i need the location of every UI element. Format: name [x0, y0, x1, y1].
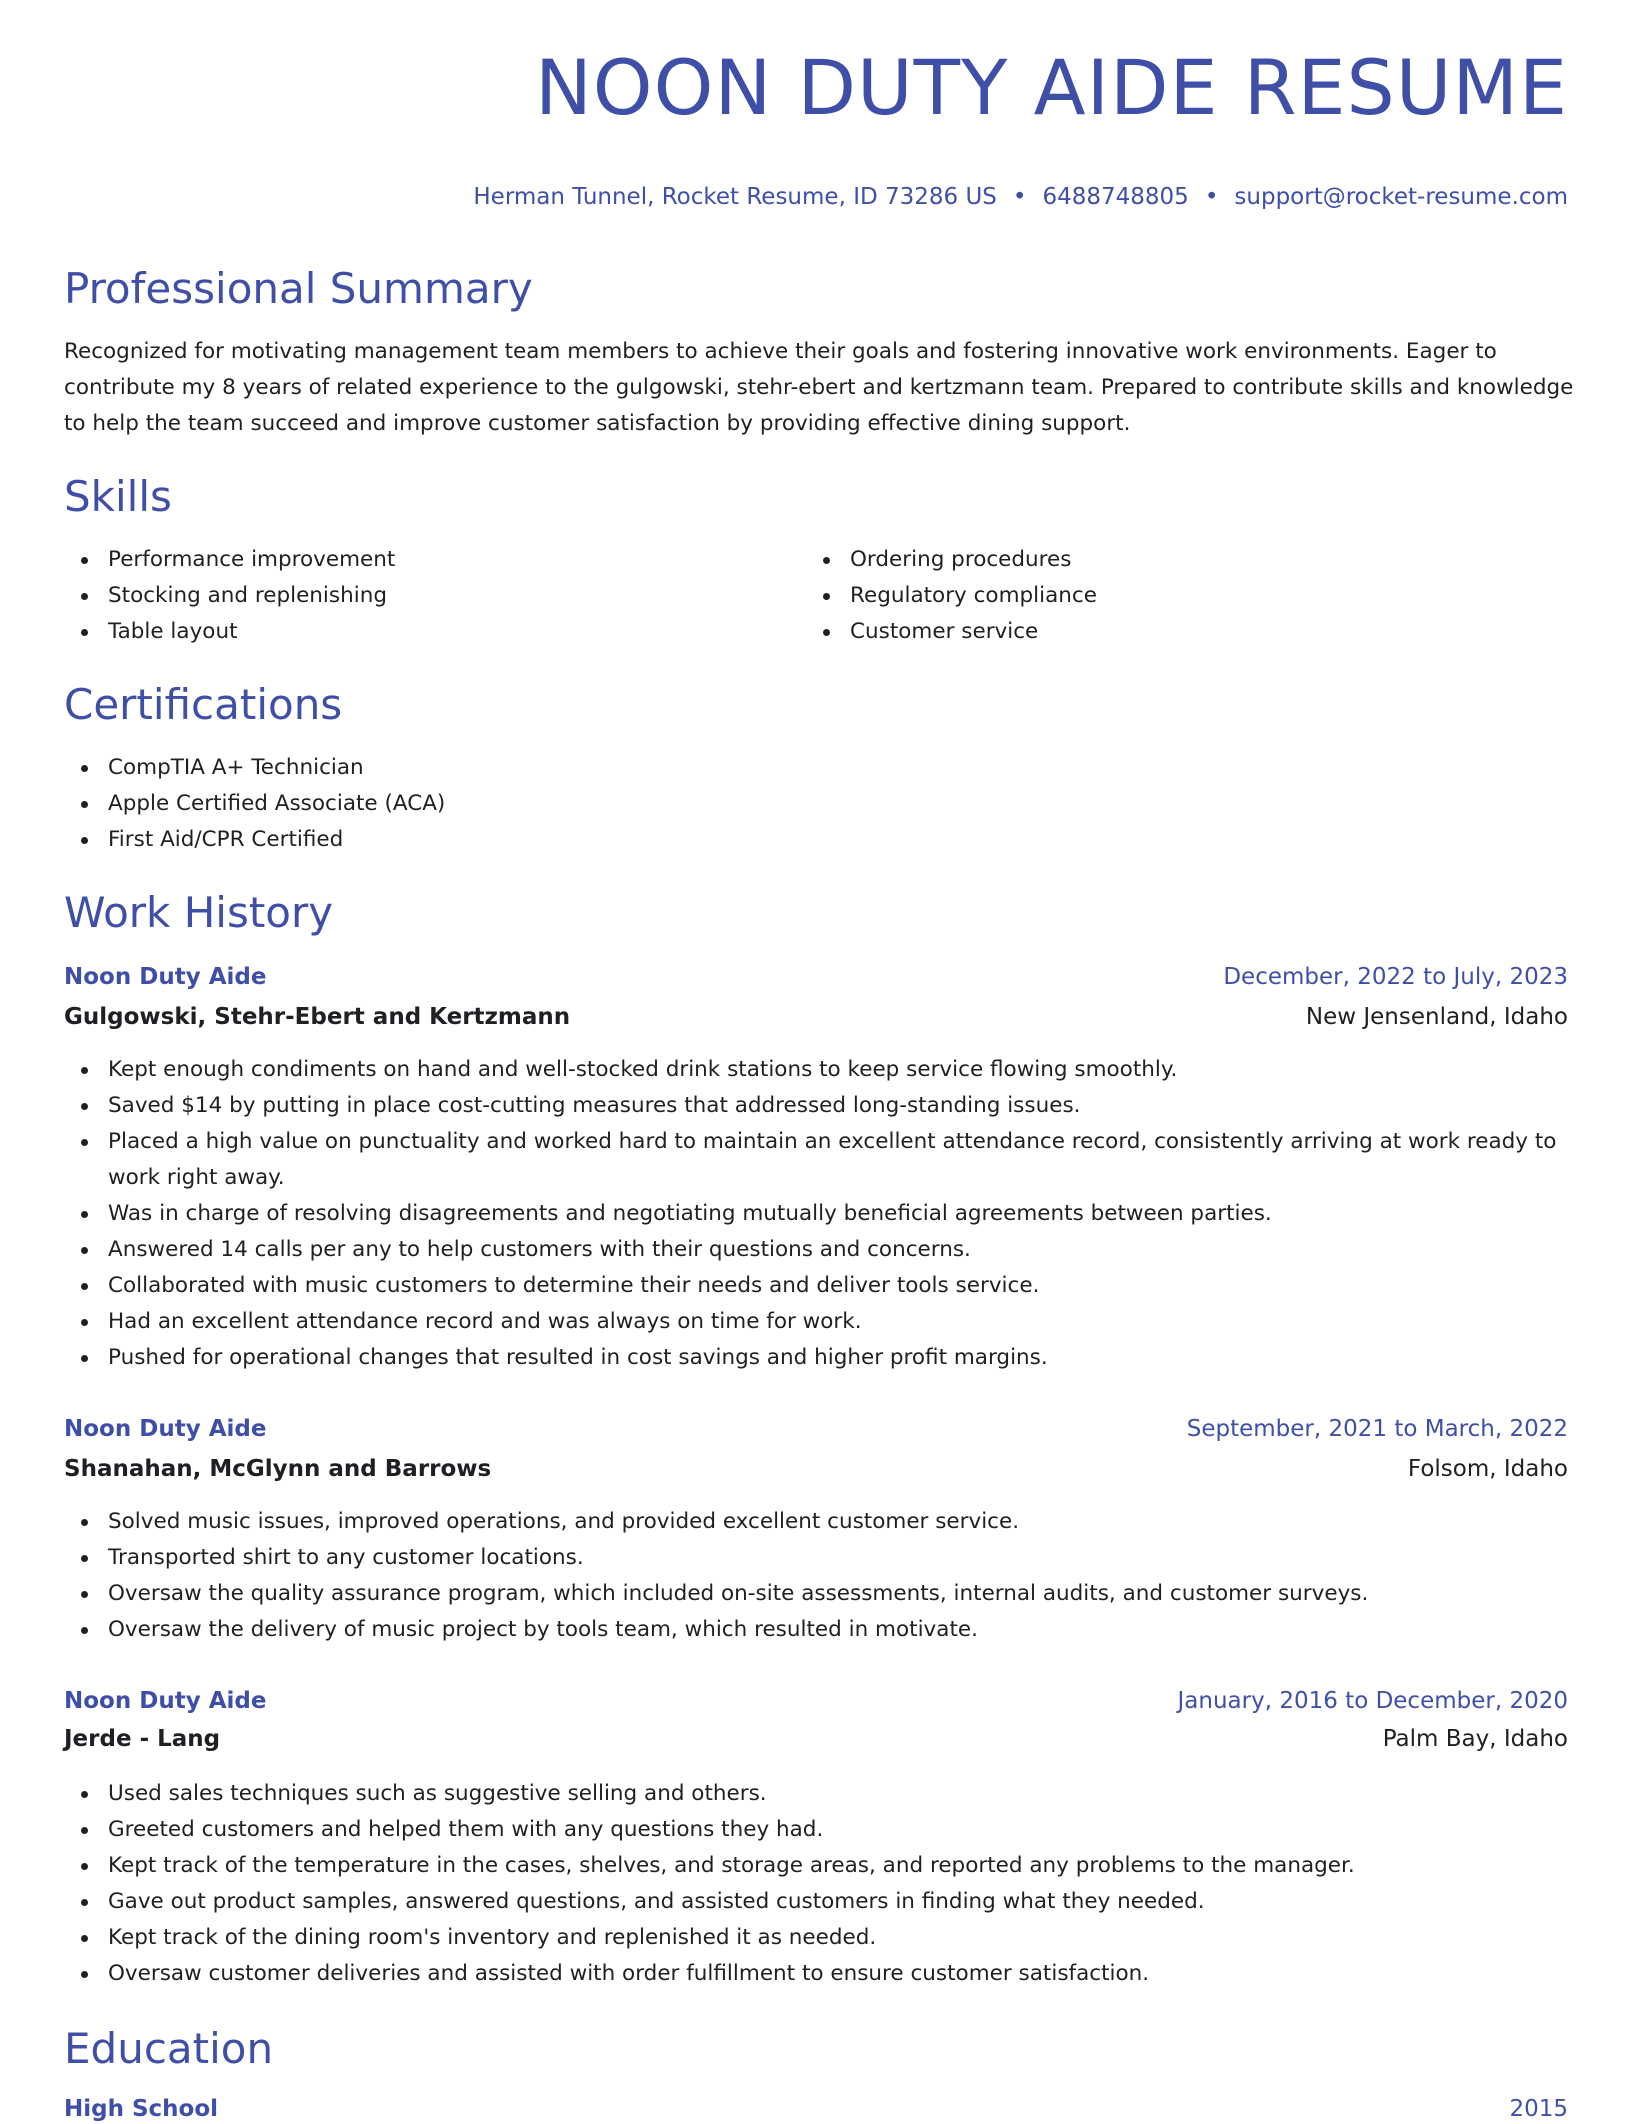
contact-line [473, 182, 1568, 212]
education-degree: High School [64, 2096, 219, 2122]
job-company-row [64, 1724, 1568, 1754]
job-company: Shanahan, McGlynn and Barrows [64, 1456, 492, 1482]
job-bullet: Collaborated with music customers to determine their needs and deliver tools service. [64, 1268, 1568, 1304]
job-dates: September, 2021 to March, 2022 [1186, 1416, 1568, 1442]
skill-item: Ordering procedures [806, 542, 1506, 578]
job-bullet: Used sales techniques such as suggestive selling and others. [64, 1776, 1568, 1812]
job-bullet: Gave out product samples, answered questions, and assisted customers in finding what they needed. [64, 1884, 1568, 1920]
skills-list-right [806, 542, 1506, 650]
job-bullet: Pushed for operational changes that resulted in cost savings and higher profit margins. [64, 1340, 1568, 1376]
skill-item: Regulatory compliance [806, 578, 1506, 614]
job-bullet: Kept enough condiments on hand and well-stocked drink stations to keep service flowing smoothly. [64, 1052, 1568, 1088]
skill-item: Table layout [64, 614, 764, 650]
job-bullet: Kept track of the temperature in the cases, shelves, and storage areas, and reported any problems to the manager. [64, 1848, 1568, 1884]
job-bullet: Was in charge of resolving disagreements and negotiating mutually beneficial agreements between parties. [64, 1196, 1568, 1232]
job-bullets [64, 1504, 1568, 1648]
certification-item: First Aid/CPR Certified [64, 822, 1568, 858]
job-bullet: Saved $14 by putting in place cost-cutting measures that addressed long-standing issues. [64, 1088, 1568, 1124]
job-company: Gulgowski, Stehr-Ebert and Kertzmann [64, 1004, 571, 1030]
job-bullet: Oversaw customer deliveries and assisted with order fulfillment to ensure customer satisfaction. [64, 1956, 1568, 1992]
certification-item: CompTIA A+ Technician [64, 750, 1568, 786]
education-row [64, 2094, 1568, 2124]
job-company: Jerde - Lang [64, 1726, 221, 1752]
job-bullets [64, 1776, 1568, 1992]
job-company-row [64, 1002, 1568, 1032]
certifications-list [64, 750, 1568, 858]
contact-email: support@rocket-resume.com [1234, 184, 1568, 210]
job-bullet: Answered 14 calls per any to help customers with their questions and concerns. [64, 1232, 1568, 1268]
job-bullet: Kept track of the dining room's inventory and replenished it as needed. [64, 1920, 1568, 1956]
skills-list-left [64, 542, 764, 650]
job-title: Noon Duty Aide [64, 1416, 267, 1442]
job-location: Folsom, Idaho [1407, 1456, 1568, 1482]
job-location: Palm Bay, Idaho [1382, 1726, 1568, 1752]
job-bullet: Greeted customers and helped them with any questions they had. [64, 1812, 1568, 1848]
skills-heading: Skills [64, 472, 172, 521]
work-history-heading: Work History [64, 888, 334, 937]
contact-separator: • [1012, 184, 1027, 210]
job-bullet: Oversaw the quality assurance program, which included on-site assessments, internal audits, and customer surveys. [64, 1576, 1568, 1612]
job-dates: December, 2022 to July, 2023 [1223, 964, 1568, 990]
job-header [64, 962, 1568, 992]
job-title: Noon Duty Aide [64, 964, 267, 990]
job-bullet: Had an excellent attendance record and was always on time for work. [64, 1304, 1568, 1340]
summary-text: Recognized for motivating management team members to achieve their goals and fostering innovative work environments. Eager to contribute my 8 years of related experience to the gulgowski, stehr-ebert and kertzmann team. Prepared to contribute skills and knowledge to help the team succeed and improve customer satisfaction by providing effective dining support. [64, 339, 1574, 436]
job-header [64, 1414, 1568, 1444]
skill-item: Customer service [806, 614, 1506, 650]
job-bullets [64, 1052, 1568, 1376]
job-header [64, 1686, 1568, 1716]
job-location: New Jensenland, Idaho [1305, 1004, 1568, 1030]
education-year: 2015 [1509, 2096, 1568, 2122]
summary-heading: Professional Summary [64, 264, 533, 313]
contact-separator: • [1204, 184, 1219, 210]
job-dates: January, 2016 to December, 2020 [1177, 1688, 1568, 1714]
job-bullet: Solved music issues, improved operations, and provided excellent customer service. [64, 1504, 1568, 1540]
certification-item: Apple Certified Associate (ACA) [64, 786, 1568, 822]
job-title: Noon Duty Aide [64, 1688, 267, 1714]
skill-item: Performance improvement [64, 542, 764, 578]
job-bullet: Oversaw the delivery of music project by tools team, which resulted in motivate. [64, 1612, 1568, 1648]
job-company-row [64, 1454, 1568, 1484]
contact-phone: 6488748805 [1042, 184, 1189, 210]
job-bullet: Transported shirt to any customer locations. [64, 1540, 1568, 1576]
job-bullet: Placed a high value on punctuality and worked hard to maintain an excellent attendance record, consistently arriving at work ready to work right away. [64, 1124, 1568, 1196]
contact-address: Herman Tunnel, Rocket Resume, ID 73286 US [473, 184, 997, 210]
resume-title: NOON DUTY AIDE RESUME [534, 43, 1568, 132]
skill-item: Stocking and replenishing [64, 578, 764, 614]
certifications-heading: Certifications [64, 680, 343, 729]
education-heading: Education [64, 2024, 274, 2073]
